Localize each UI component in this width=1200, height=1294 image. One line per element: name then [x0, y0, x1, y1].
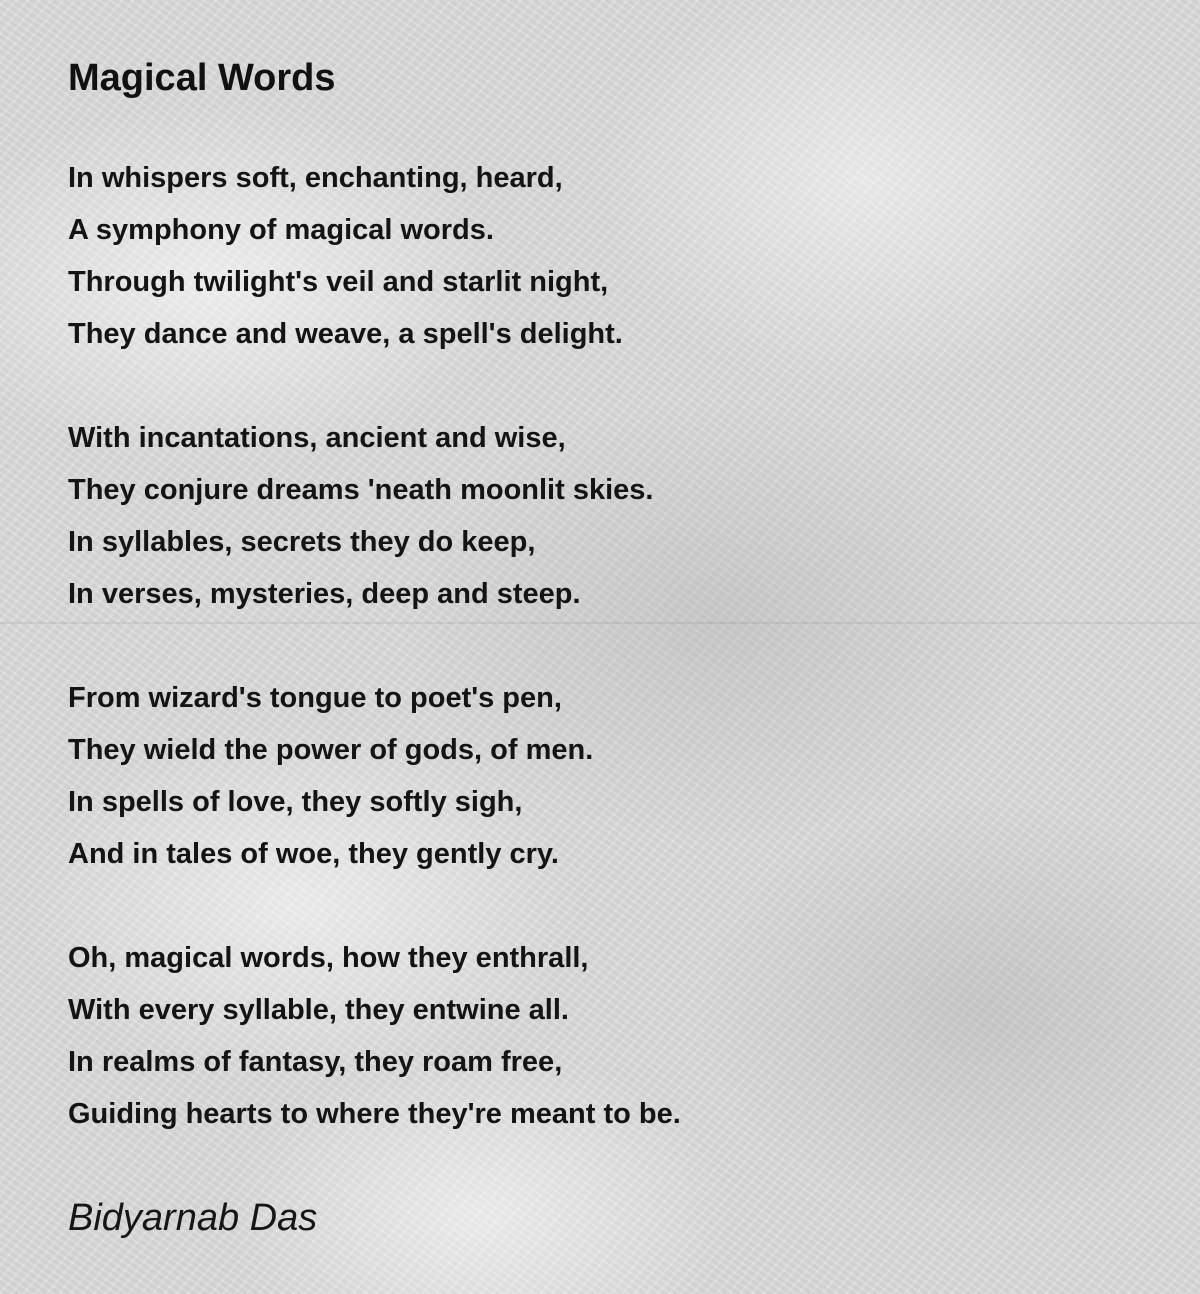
poem-line: They dance and weave, a spell's delight.: [68, 318, 623, 350]
poem-line: Guiding hearts to where they're meant to be.: [68, 1098, 681, 1130]
poem-line: In realms of fantasy, they roam free,: [68, 1046, 563, 1078]
poem-title: Magical Words: [68, 57, 336, 99]
poem-line: They conjure dreams 'neath moonlit skies.: [68, 474, 654, 506]
stanza-2: [68, 412, 1168, 620]
poem-line: In syllables, secrets they do keep,: [68, 526, 536, 558]
stanza-4: [68, 932, 1168, 1140]
poem-author: Bidyarnab Das: [68, 1197, 318, 1239]
poem-line: In whispers soft, enchanting, heard,: [68, 162, 563, 194]
poem-line: They wield the power of gods, of men.: [68, 734, 594, 766]
poem-line: Through twilight's veil and starlit night,: [68, 266, 609, 298]
poem-line: In spells of love, they softly sigh,: [68, 786, 523, 818]
poem-body: [68, 152, 1168, 1192]
poem-line: In verses, mysteries, deep and steep.: [68, 578, 581, 610]
poem-line: From wizard's tongue to poet's pen,: [68, 682, 562, 714]
poem-line: A symphony of magical words.: [68, 214, 494, 246]
poem-line: With every syllable, they entwine all.: [68, 994, 569, 1026]
poem-line: Oh, magical words, how they enthrall,: [68, 942, 589, 974]
stanza-1: [68, 152, 1168, 360]
stanza-3: [68, 672, 1168, 880]
poem-line: With incantations, ancient and wise,: [68, 422, 566, 454]
poem-line: And in tales of woe, they gently cry.: [68, 838, 559, 870]
